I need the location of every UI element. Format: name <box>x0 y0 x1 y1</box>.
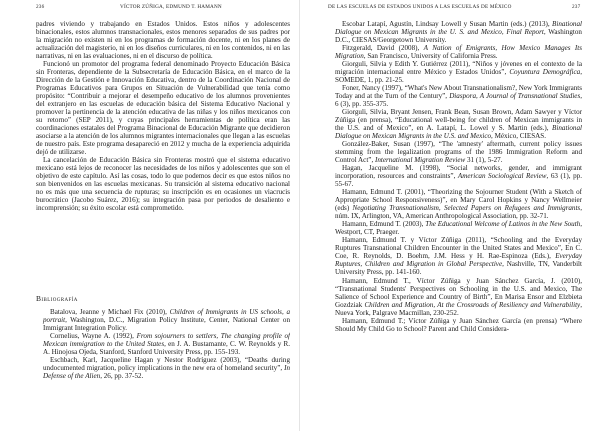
paragraph: padres viviendo y trabajando en Estados Unidos. Estos niños y adolescentes binacionales, estos alumnos transnacionales, estos menores separados de sus padres por la migración no existen ni en los programas de formación docente, ni en los planes de actualización del magisterio, ni en los diseños curriculares, ni en los contenidos, ni en las narrativas, ni en las evaluaciones, ni en el discurso de política. <box>36 20 290 61</box>
reference-entry: Cornelius, Wayne A. (1992), From sojourners to settlers, The changing profile of Mexican immigration to the United States, en J. A. Bustamante, C. W. Reynolds y R. A. Hinojosa Ojeda, Stanford, Stanford University Press, pp. 155-193. <box>43 332 290 357</box>
reference-entry: Escobar Latapí, Agustín, Lindsay Lowell y Susan Martin (eds.) (2013), Binational Dialogue on Mexican Migrants in the U. S. and Mexico, Final Report, Washington D.C., CIESAS/Georgetown University. <box>335 20 582 45</box>
page-number: 237 <box>572 4 581 10</box>
body-text <box>36 20 290 282</box>
reference-entry: Giorguli, Silvia y Edith Y. Gutiérrez (2011), “Niños y jóvenes en el contexto de la migración internacional entre México y Estados Unidos”, Coyuntura Demográfica, SOMEDE, 1, pp. 21-25. <box>335 60 582 85</box>
reference-entry: Batalova, Jeanne y Michael Fix (2010), Children of Immigrants in US schools, a portrait, Washington, D.C., Migration Policy Institute, Center, National Center on Immigrant Integration Policy. <box>43 308 290 333</box>
reference-entry: Hamann, Edmund T. (2001), “Theorizing the Sojourner Student (With a Sketch of Appropriate School Responsiveness)”, en Mary Carol Hopkins y Nancy Wellmeier (eds) Negotiating Transnationalism, Selected Papers on Refugees and Immigrants, núm. IX, Arlington, VA, American Anthropological Association, pp. 32-71. <box>335 188 582 221</box>
running-head: DE LAS ESCUELAS DE ESTADOS UNIDOS A LAS ESCUELAS DE MÉXICO <box>328 4 512 10</box>
running-head: VÍCTOR ZÚÑIGA, EDMUND T. HAMANN <box>120 4 222 10</box>
reference-entry: Hamann, Edmund T. y Víctor Zúñiga (2011), “Schooling and the Everyday Ruptures Transnational Children Encounter in the United States and Mexico”, En C. Coe, R. Reynolds, D. Boehm, J.M. Hess y H. Rae-Espinoza (Eds.), Everyday Ruptures, Children and Migration in Global Perspective, Nashville, TN, Vanderbilt University Press, pp. 141-160. <box>335 236 582 277</box>
reference-entry: Hamann, Edmund T., Víctor Zúñiga y Juan Sánchez García, J. (2010), “Transnational Students' Perspectives on Schooling in the U.S. and Mexico, The Salience of School Experience and Country of Birth”, En Marisa Ensor and Elzbieta Gozdziak Children and Migration, At the Crossroads of Resiliency and Vulnerability, Nueva York, Palgrave Macmillan, 230-252. <box>335 276 582 317</box>
reference-entry: González-Baker, Susan (1997), “The 'amnesty' aftermath, current policy issues stemming from the legalization programs of the 1986 Immigration Reform and Control Act”, International Migration Review 31 (1), 5-27. <box>335 140 582 165</box>
reference-list <box>328 20 582 428</box>
reference-list <box>36 308 290 428</box>
reference-entry: Hamann, Edmund T.; Víctor Zúñiga y Juan Sánchez García (en prensa) “Where Should My Child Go to School? Parent and Child Considera- <box>335 316 582 333</box>
paragraph: Funcionó un promotor del programa federal denominado Proyecto Educación Básica sin Fronteras, dependiente de la Subsecretaría de Educación Básica, en el marco de la Dirección de la Gestión e Innovación Educativa, dentro de la Coordinación Nacional de Programas Educativos para Grupos en Situación de Vulnerabilidad que tenía como propósito: “Contribuir a mejorar el desempeño educativo de los alumnos provenientes del extranjero en las escuelas de educación básica del Sistema Educativo Nacional y promover la pertinencia de la atención educativa de las niñas y los niños mexicanos con su retorno” (SEP 2011), y cuyas principales herramientas de política eran las coordinaciones estatales del Programa Binacional de Educación Migrante que decidieron asociarse a la atención de los alumnos migrantes internacionales que llegan a las escuelas de nuestro país. Este programa desapareció en 2012 y mucha de la experiencia adquirida dejó de utilizarse. <box>36 60 290 157</box>
reference-entry: Hagan, Jacqueline M. (1998), “Social networks, gender, and immigrant incorporation, resources and constraints”, American Sociological Review, 63 (1), pp. 55-67. <box>335 164 582 189</box>
page-number: 236 <box>36 4 45 10</box>
reference-entry: Eschbach, Karl, Jacqueline Hagan y Nestor Rodríguez (2003), “Deaths during undocumented migration, policy implications in the new era of homeland security”, In Defense of the Alien, 26, pp. 37-52. <box>43 356 290 381</box>
section-heading: Bibliografía <box>36 294 78 303</box>
reference-entry: Fitzgerald, David (2008), A Nation of Emigrants, How Mexico Manages Its Migration, San Francisco, University of California Press. <box>335 44 582 61</box>
right-page <box>300 0 600 431</box>
paragraph: La cancelación de Educación Básica sin Fronteras mostró que el sistema educativo mexicano está lejos de reconocer las necesidades de los niños y adolescentes que son el objetivo de este capítulo. Así las cosas, todo lo que podemos decir es que estos niños no son bienvenidos en las escuelas mexicanas. Su transición al sistema educativo nacional no es más que una secuencia de rupturas; su inscripción es en ocasiones un viacrucis burocrático (Jacobo Suárez, 2016); su integración pasa por periodos de desaliento e incomprensión; su éxito escolar está comprometido. <box>36 156 290 213</box>
reference-entry: Giorguli, Silvia, Bryant Jensen, Frank Bean, Susan Brown, Adam Sawyer y Víctor Zúñiga (en prensa), “Educational well-being for children of Mexican immigrants in the U.S. and of Mexico”, en A. Latapí, L. Lowel y S. Martin (eds.), Binational Dialogue on Mexican Migrants in the U.S. and Mexico, México, CIESAS. <box>335 108 582 141</box>
reference-entry: Foner, Nancy (1997), “What's New About Transnationalism?, New York Immigrants Today and at the Turn of the Century”, Diaspora, A Journal of Transnational Studies, 6 (3), pp. 355-375. <box>335 84 582 109</box>
reference-entry: Hamann, Edmund T. (2003), The Educational Welcome of Latinos in the New South, Westport, CT, Praeger. <box>335 220 582 237</box>
